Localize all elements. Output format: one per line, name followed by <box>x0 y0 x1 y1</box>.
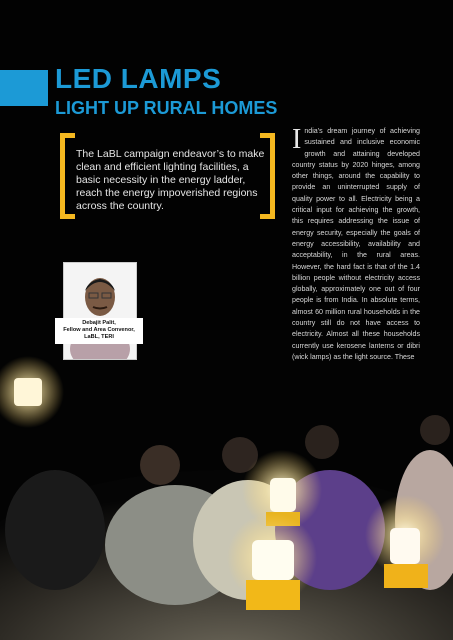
portrait-caption <box>55 318 143 344</box>
portrait-photo <box>63 262 137 360</box>
article-text: ndia’s dream journey of achieving sustained and inclusive economic growth and attaining developed country status by 2020 hinges, among other things, around the capability to provide an uninterrupted supply of quality power to all. Electricity being a critical input for achieving the growth, this requires addressing the issue of energy security, especially the goals of energy accessibility, availability and acceptability, in the rural areas. However, the hard fact is that of the 1.4 billion people without electricity access globally, approximately one out of four people is from India. In absolute terms, almost 60 million rural households in the country still do not have access to electricity. Almost all these households currently use kerosene lanterns or dibri (wick lamps) as the light source. These <box>292 127 420 361</box>
rural-night-photo <box>0 330 453 640</box>
left-bracket <box>60 133 75 219</box>
accent-bar <box>0 70 48 106</box>
caption-role: Fellow and Area Convenor, <box>63 327 135 333</box>
pull-quote: The LaBL campaign endeavor’s to make clean and efficient lighting facilities, a basic necessity in the energy ladder, reach the energy impoverished regions across the country. <box>76 148 265 212</box>
caption-name: Debajit Palit, <box>82 320 116 326</box>
caption-org: LaBL, TERI <box>84 334 114 340</box>
page-subtitle: LIGHT UP RURAL HOMES <box>55 98 278 118</box>
article-body <box>292 126 420 363</box>
drop-cap: I <box>292 124 302 155</box>
page-title: LED LAMPS <box>55 63 222 94</box>
person-icon <box>64 263 136 359</box>
